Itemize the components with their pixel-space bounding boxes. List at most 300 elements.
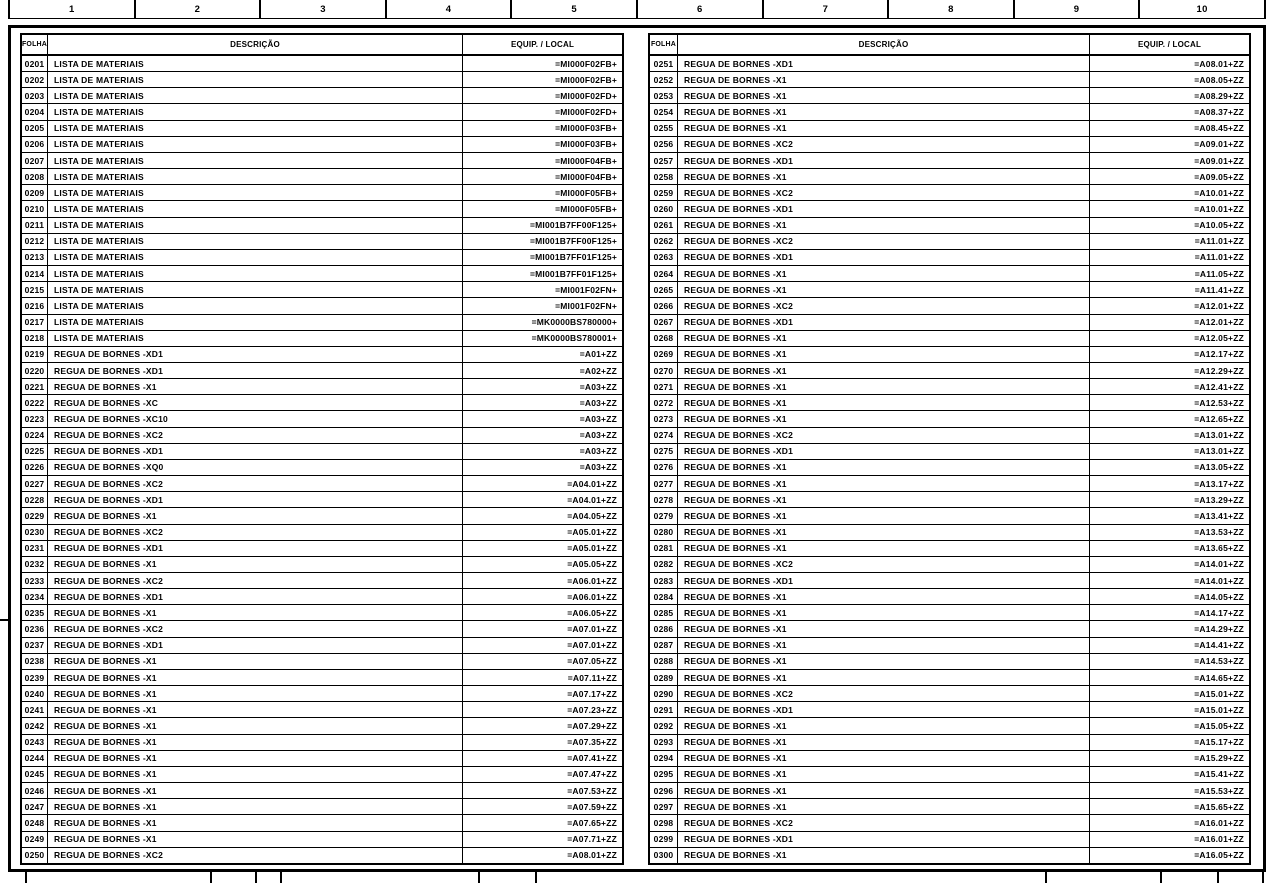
table-row [22, 56, 622, 71]
folha-cell: 0223 [22, 411, 48, 426]
folha-cell: 0221 [22, 379, 48, 394]
equip-local-cell: =A12.41+ZZ [1194, 381, 1244, 392]
descricao-cell: REGUA DE BORNES -X1 [678, 751, 1090, 766]
table-row [22, 701, 622, 717]
equip-local-cell: =A12.05+ZZ [1194, 333, 1244, 344]
equip-local-cell: =A03+ZZ [579, 462, 617, 473]
folha-cell: 0274 [650, 428, 678, 443]
descricao-cell: REGUA DE BORNES -X1 [678, 605, 1090, 620]
descricao-cell: REGUA DE BORNES -X1 [678, 621, 1090, 636]
descricao-cell: REGUA DE BORNES -X1 [678, 282, 1090, 297]
descricao-cell: REGUA DE BORNES -X1 [678, 508, 1090, 523]
descricao-cell: REGUA DE BORNES -XQ0 [48, 460, 463, 475]
descricao-cell: LISTA DE MATERIAIS [48, 169, 463, 184]
descricao-cell: REGUA DE BORNES -XD1 [678, 56, 1090, 71]
folha-cell: 0216 [22, 298, 48, 313]
folha-cell: 0206 [22, 137, 48, 152]
descricao-cell: REGUA DE BORNES -XC2 [48, 525, 463, 540]
folha-cell: 0287 [650, 638, 678, 653]
table-header-row [650, 35, 1249, 56]
index-table-right [648, 33, 1251, 865]
descricao-cell: LISTA DE MATERIAIS [48, 153, 463, 168]
equip-local-cell: =MI001B7FF00F125+ [529, 236, 617, 247]
folha-cell: 0239 [22, 670, 48, 685]
descricao-cell: LISTA DE MATERIAIS [48, 104, 463, 119]
descricao-cell: REGUA DE BORNES -XD1 [678, 444, 1090, 459]
table-row [22, 297, 622, 313]
table-row [650, 443, 1249, 459]
descricao-cell: REGUA DE BORNES -X1 [678, 347, 1090, 362]
folha-cell: 0229 [22, 508, 48, 523]
descricao-cell: REGUA DE BORNES -X1 [678, 379, 1090, 394]
descricao-cell: LISTA DE MATERIAIS [48, 298, 463, 313]
table-row [650, 184, 1249, 200]
header-equip-local: EQUIP. / LOCAL [1137, 40, 1202, 49]
equip-local-cell: =A05.01+ZZ [567, 527, 617, 538]
folha-cell: 0264 [650, 266, 678, 281]
table-row [22, 346, 622, 362]
descricao-cell: REGUA DE BORNES -X1 [48, 718, 463, 733]
descricao-cell: REGUA DE BORNES -X1 [48, 751, 463, 766]
descricao-cell: REGUA DE BORNES -XD1 [678, 315, 1090, 330]
descricao-cell: REGUA DE BORNES -XC10 [48, 411, 463, 426]
table-row [22, 410, 622, 426]
descricao-cell: LISTA DE MATERIAIS [48, 56, 463, 71]
equip-local-cell: =A15.05+ZZ [1194, 720, 1244, 731]
descricao-cell: REGUA DE BORNES -XC2 [678, 185, 1090, 200]
table-row [22, 281, 622, 297]
table-body [650, 56, 1249, 863]
descricao-cell: REGUA DE BORNES -XC2 [678, 557, 1090, 572]
table-row [22, 491, 622, 507]
descricao-cell: REGUA DE BORNES -X1 [678, 492, 1090, 507]
title-block-divider-stub [535, 872, 537, 883]
table-row [650, 459, 1249, 475]
ruler-label-7: 7 [762, 0, 888, 18]
descricao-cell: REGUA DE BORNES -X1 [678, 121, 1090, 136]
descricao-cell: REGUA DE BORNES -X1 [678, 460, 1090, 475]
table-row [650, 637, 1249, 653]
descricao-cell: REGUA DE BORNES -XD1 [678, 702, 1090, 717]
folha-cell: 0213 [22, 250, 48, 265]
equip-local-cell: =MI000F04FB+ [555, 171, 617, 182]
descricao-cell: REGUA DE BORNES -X1 [48, 767, 463, 782]
table-row [650, 168, 1249, 184]
table-row [650, 717, 1249, 733]
table-row [650, 265, 1249, 281]
equip-local-cell: =MI001F02FN+ [555, 300, 617, 311]
table-row [22, 540, 622, 556]
descricao-cell: REGUA DE BORNES -X1 [678, 72, 1090, 87]
ruler-label-4: 4 [385, 0, 511, 18]
folha-cell: 0290 [650, 686, 678, 701]
table-row [22, 620, 622, 636]
equip-local-cell: =A15.65+ZZ [1194, 801, 1244, 812]
descricao-cell: REGUA DE BORNES -X1 [678, 541, 1090, 556]
folha-cell: 0222 [22, 395, 48, 410]
table-row [650, 475, 1249, 491]
table-row [650, 71, 1249, 87]
descricao-cell: REGUA DE BORNES -X1 [678, 218, 1090, 233]
table-row [650, 653, 1249, 669]
table-row [22, 685, 622, 701]
descricao-cell: REGUA DE BORNES -X1 [678, 88, 1090, 103]
table-row [22, 669, 622, 685]
table-row [650, 750, 1249, 766]
equip-local-cell: =A03+ZZ [579, 430, 617, 441]
descricao-cell: REGUA DE BORNES -X1 [48, 815, 463, 830]
descricao-cell: REGUA DE BORNES -X1 [678, 589, 1090, 604]
equip-local-cell: =A08.29+ZZ [1194, 90, 1244, 101]
equip-local-cell: =A10.01+ZZ [1194, 187, 1244, 198]
table-row [650, 766, 1249, 782]
descricao-cell: REGUA DE BORNES -XD1 [678, 201, 1090, 216]
equip-local-cell: =A06.01+ZZ [567, 575, 617, 586]
title-block-divider-stub [25, 872, 27, 883]
descricao-cell: REGUA DE BORNES -XD1 [48, 444, 463, 459]
descricao-cell: LISTA DE MATERIAIS [48, 315, 463, 330]
folha-cell: 0230 [22, 525, 48, 540]
equip-local-cell: =MI001B7FF01F125+ [529, 268, 617, 279]
descricao-cell: REGUA DE BORNES -X1 [678, 411, 1090, 426]
folha-cell: 0214 [22, 266, 48, 281]
descricao-cell: REGUA DE BORNES -X1 [678, 331, 1090, 346]
ruler-label-3: 3 [259, 0, 385, 18]
folha-cell: 0258 [650, 169, 678, 184]
descricao-cell: LISTA DE MATERIAIS [48, 250, 463, 265]
folha-cell: 0254 [650, 104, 678, 119]
folha-cell: 0220 [22, 363, 48, 378]
equip-local-cell: =A05.05+ZZ [567, 559, 617, 570]
table-row [22, 200, 622, 216]
folha-cell: 0218 [22, 331, 48, 346]
folha-cell: 0261 [650, 218, 678, 233]
descricao-cell: REGUA DE BORNES -XD1 [48, 347, 463, 362]
equip-local-cell: =MI000F05FB+ [555, 187, 617, 198]
descricao-cell: REGUA DE BORNES -XD1 [678, 573, 1090, 588]
folha-cell: 0275 [650, 444, 678, 459]
descricao-cell: REGUA DE BORNES -X1 [678, 848, 1090, 863]
table-row [650, 410, 1249, 426]
folha-cell: 0212 [22, 234, 48, 249]
table-row [650, 701, 1249, 717]
equip-local-cell: =A07.11+ZZ [567, 672, 617, 683]
equip-local-cell: =MK0000BS780000+ [531, 317, 617, 328]
descricao-cell: REGUA DE BORNES -XC2 [678, 137, 1090, 152]
descricao-cell: REGUA DE BORNES -X1 [678, 783, 1090, 798]
folha-cell: 0207 [22, 153, 48, 168]
descricao-cell: LISTA DE MATERIAIS [48, 88, 463, 103]
table-body [22, 56, 622, 863]
folha-cell: 0235 [22, 605, 48, 620]
table-row [22, 750, 622, 766]
descricao-cell: LISTA DE MATERIAIS [48, 218, 463, 233]
table-row [650, 427, 1249, 443]
descricao-cell: REGUA DE BORNES -XD1 [48, 589, 463, 604]
equip-local-cell: =A16.01+ZZ [1194, 817, 1244, 828]
table-row [22, 734, 622, 750]
descricao-cell: REGUA DE BORNES -XD1 [48, 492, 463, 507]
table-row [22, 814, 622, 830]
table-row [650, 734, 1249, 750]
folha-cell: 0209 [22, 185, 48, 200]
folha-cell: 0249 [22, 832, 48, 847]
folha-cell: 0234 [22, 589, 48, 604]
folha-cell: 0205 [22, 121, 48, 136]
folha-cell: 0236 [22, 621, 48, 636]
folha-cell: 0285 [650, 605, 678, 620]
folha-cell: 0226 [22, 460, 48, 475]
title-block-divider-stub [478, 872, 480, 883]
folha-cell: 0215 [22, 282, 48, 297]
equip-local-cell: =A06.05+ZZ [567, 607, 617, 618]
folha-cell: 0247 [22, 799, 48, 814]
header-descricao: DESCRIÇÃO [48, 35, 463, 54]
table-row [650, 604, 1249, 620]
descricao-cell: REGUA DE BORNES -X1 [678, 638, 1090, 653]
table-row [22, 637, 622, 653]
equip-local-cell: =A14.05+ZZ [1194, 591, 1244, 602]
equip-local-cell: =A13.65+ZZ [1194, 543, 1244, 554]
folha-cell: 0291 [650, 702, 678, 717]
equip-local-cell: =MI000F02FB+ [555, 74, 617, 85]
folha-cell: 0244 [22, 751, 48, 766]
equip-local-cell: =A09.01+ZZ [1194, 155, 1244, 166]
equip-local-cell: =A04.05+ZZ [567, 510, 617, 521]
folha-cell: 0232 [22, 557, 48, 572]
folha-cell: 0225 [22, 444, 48, 459]
equip-local-cell: =A11.01+ZZ [1194, 236, 1244, 247]
equip-local-cell: =A12.29+ZZ [1194, 365, 1244, 376]
equip-local-cell: =A03+ZZ [579, 397, 617, 408]
table-row [22, 717, 622, 733]
equip-local-cell: =A10.05+ZZ [1194, 220, 1244, 231]
title-block-divider-stub [210, 872, 212, 883]
ruler-label-9: 9 [1013, 0, 1139, 18]
equip-local-cell: =MI001B7FF01F125+ [529, 252, 617, 263]
table-row [650, 847, 1249, 863]
table-row [650, 87, 1249, 103]
folha-cell: 0281 [650, 541, 678, 556]
folha-cell: 0282 [650, 557, 678, 572]
folha-cell: 0293 [650, 735, 678, 750]
equip-local-cell: =A14.01+ZZ [1194, 575, 1244, 586]
equip-local-cell: =A12.17+ZZ [1194, 349, 1244, 360]
table-row [22, 798, 622, 814]
header-folha: FOLHA [650, 35, 678, 54]
table-row [22, 475, 622, 491]
ruler-label-1: 1 [8, 0, 134, 18]
descricao-cell: REGUA DE BORNES -X1 [48, 605, 463, 620]
descricao-cell: REGUA DE BORNES -X1 [48, 783, 463, 798]
table-row [22, 653, 622, 669]
table-row [22, 427, 622, 443]
equip-local-cell: =A13.01+ZZ [1194, 446, 1244, 457]
descricao-cell: REGUA DE BORNES -X1 [678, 767, 1090, 782]
folha-cell: 0267 [650, 315, 678, 330]
folha-cell: 0217 [22, 315, 48, 330]
descricao-cell: REGUA DE BORNES -XC2 [48, 428, 463, 443]
descricao-cell: LISTA DE MATERIAIS [48, 137, 463, 152]
folha-cell: 0271 [650, 379, 678, 394]
folha-cell: 0255 [650, 121, 678, 136]
descricao-cell: REGUA DE BORNES -X1 [48, 379, 463, 394]
equip-local-cell: =A01+ZZ [579, 349, 617, 360]
folha-cell: 0263 [650, 250, 678, 265]
descricao-cell: LISTA DE MATERIAIS [48, 185, 463, 200]
equip-local-cell: =MI000F03FB+ [555, 139, 617, 150]
folha-cell: 0262 [650, 234, 678, 249]
header-folha: FOLHA [22, 35, 48, 54]
table-row [22, 766, 622, 782]
equip-local-cell: =A03+ZZ [579, 414, 617, 425]
descricao-cell: REGUA DE BORNES -X1 [678, 654, 1090, 669]
equip-local-cell: =A08.05+ZZ [1194, 74, 1244, 85]
table-row [650, 507, 1249, 523]
table-row [22, 378, 622, 394]
folha-cell: 0296 [650, 783, 678, 798]
table-row [650, 281, 1249, 297]
table-row [22, 249, 622, 265]
descricao-cell: REGUA DE BORNES -X1 [678, 525, 1090, 540]
descricao-cell: REGUA DE BORNES -XC2 [678, 234, 1090, 249]
table-row [650, 685, 1249, 701]
header-descricao: DESCRIÇÃO [678, 35, 1090, 54]
table-row [22, 136, 622, 152]
table-row [650, 217, 1249, 233]
folha-cell: 0292 [650, 718, 678, 733]
folha-cell: 0256 [650, 137, 678, 152]
equip-local-cell: =A09.05+ZZ [1194, 171, 1244, 182]
equip-local-cell: =A15.17+ZZ [1194, 737, 1244, 748]
equip-local-cell: =A06.01+ZZ [567, 591, 617, 602]
equip-local-cell: =MI000F02FD+ [555, 90, 617, 101]
descricao-cell: REGUA DE BORNES -XD1 [678, 832, 1090, 847]
equip-local-cell: =A15.01+ZZ [1194, 688, 1244, 699]
folha-cell: 0228 [22, 492, 48, 507]
equip-local-cell: =A13.17+ZZ [1194, 478, 1244, 489]
equip-local-cell: =MI001F02FN+ [555, 284, 617, 295]
title-block-divider-stub [1045, 872, 1047, 883]
folha-cell: 0286 [650, 621, 678, 636]
equip-local-cell: =A07.01+ZZ [567, 640, 617, 651]
equip-local-cell: =A07.53+ZZ [567, 785, 617, 796]
folha-cell: 0238 [22, 654, 48, 669]
equip-local-cell: =A10.01+ZZ [1194, 203, 1244, 214]
equip-local-cell: =A03+ZZ [579, 381, 617, 392]
ruler-label-2: 2 [134, 0, 260, 18]
equip-local-cell: =A15.29+ZZ [1194, 753, 1244, 764]
folha-cell: 0248 [22, 815, 48, 830]
ruler-label-5: 5 [510, 0, 636, 18]
folha-cell: 0245 [22, 767, 48, 782]
table-row [22, 362, 622, 378]
equip-local-cell: =A07.65+ZZ [567, 817, 617, 828]
folha-cell: 0269 [650, 347, 678, 362]
folha-cell: 0237 [22, 638, 48, 653]
equip-local-cell: =A02+ZZ [579, 365, 617, 376]
folha-cell: 0252 [650, 72, 678, 87]
table-row [22, 120, 622, 136]
folha-cell: 0280 [650, 525, 678, 540]
folha-cell: 0297 [650, 799, 678, 814]
descricao-cell: REGUA DE BORNES -XD1 [48, 541, 463, 556]
table-row [22, 524, 622, 540]
equip-local-cell: =A07.35+ZZ [567, 737, 617, 748]
equip-local-cell: =A14.53+ZZ [1194, 656, 1244, 667]
table-row [650, 120, 1249, 136]
folha-cell: 0241 [22, 702, 48, 717]
table-row [22, 604, 622, 620]
title-block-divider-stub [280, 872, 282, 883]
equip-local-cell: =A16.01+ZZ [1194, 834, 1244, 845]
equip-local-cell: =A12.53+ZZ [1194, 397, 1244, 408]
equip-local-cell: =A14.65+ZZ [1194, 672, 1244, 683]
equip-local-cell: =A05.01+ZZ [567, 543, 617, 554]
equip-local-cell: =A13.41+ZZ [1194, 510, 1244, 521]
folha-cell: 0270 [650, 363, 678, 378]
descricao-cell: REGUA DE BORNES -X1 [48, 735, 463, 750]
folha-cell: 0246 [22, 783, 48, 798]
equip-local-cell: =A14.41+ZZ [1194, 640, 1244, 651]
table-row [650, 233, 1249, 249]
folha-cell: 0253 [650, 88, 678, 103]
table-row [22, 782, 622, 798]
equip-local-cell: =A14.29+ZZ [1194, 624, 1244, 635]
descricao-cell: REGUA DE BORNES -XC2 [678, 686, 1090, 701]
title-block-divider-stub [1160, 872, 1162, 883]
equip-local-cell: =MI000F02FD+ [555, 107, 617, 118]
equip-local-cell: =A15.01+ZZ [1194, 704, 1244, 715]
descricao-cell: REGUA DE BORNES -XC [48, 395, 463, 410]
descricao-cell: REGUA DE BORNES -X1 [678, 395, 1090, 410]
descricao-cell: LISTA DE MATERIAIS [48, 201, 463, 216]
descricao-cell: LISTA DE MATERIAIS [48, 331, 463, 346]
table-row [22, 556, 622, 572]
equip-local-cell: =A04.01+ZZ [567, 494, 617, 505]
table-row [650, 249, 1249, 265]
table-row [650, 378, 1249, 394]
equip-local-cell: =A07.17+ZZ [567, 688, 617, 699]
descricao-cell: REGUA DE BORNES -XD1 [48, 363, 463, 378]
table-row [650, 56, 1249, 71]
ruler-label-8: 8 [887, 0, 1013, 18]
table-row [650, 362, 1249, 378]
table-row [650, 491, 1249, 507]
descricao-cell: REGUA DE BORNES -XC2 [678, 815, 1090, 830]
equip-local-cell: =A07.47+ZZ [567, 769, 617, 780]
equip-local-cell: =A07.59+ZZ [567, 801, 617, 812]
equip-local-cell: =A13.05+ZZ [1194, 462, 1244, 473]
equip-local-cell: =A14.17+ZZ [1194, 607, 1244, 618]
table-row [22, 459, 622, 475]
equip-local-cell: =A09.01+ZZ [1194, 139, 1244, 150]
table-row [650, 394, 1249, 410]
folha-cell: 0266 [650, 298, 678, 313]
header-equip-local: EQUIP. / LOCAL [510, 40, 575, 49]
table-row [650, 136, 1249, 152]
equip-local-cell: =MI000F04FB+ [555, 155, 617, 166]
equip-local-cell: =A13.53+ZZ [1194, 527, 1244, 538]
table-row [650, 556, 1249, 572]
equip-local-cell: =A07.29+ZZ [567, 720, 617, 731]
table-row [650, 588, 1249, 604]
folha-cell: 0295 [650, 767, 678, 782]
folha-cell: 0203 [22, 88, 48, 103]
table-row [650, 330, 1249, 346]
equip-local-cell: =A08.01+ZZ [567, 850, 617, 861]
equip-local-cell: =A13.01+ZZ [1194, 430, 1244, 441]
